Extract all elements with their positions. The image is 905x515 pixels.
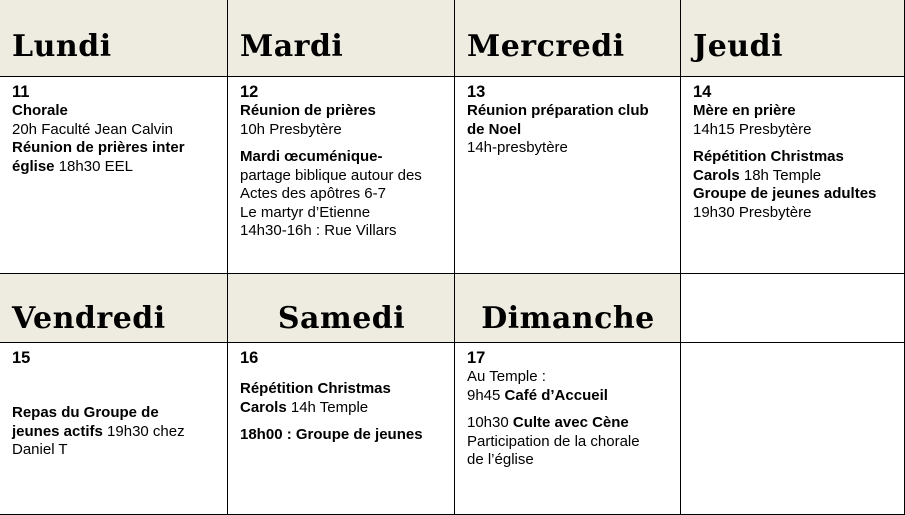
- day-cell-16: [228, 343, 455, 515]
- grid-line: [0, 76, 905, 77]
- event-detail: Actes des apôtres 6-7: [240, 185, 386, 202]
- day-header-lundi: [0, 0, 228, 76]
- empty-day-cell: [681, 343, 905, 515]
- day-cell-17: [455, 343, 681, 515]
- event-title: de Noel: [467, 120, 522, 138]
- grid-line: [680, 0, 681, 515]
- event-title: Réunion de prières inter: [12, 139, 185, 156]
- event-detail: Au Temple :: [467, 368, 546, 385]
- event-detail: 20h Faculté Jean Calvin: [12, 120, 173, 138]
- day-name: Dimanche: [481, 301, 655, 336]
- day-name: Samedi: [277, 301, 406, 336]
- day-header-mardi: [228, 0, 455, 76]
- event-line: [12, 423, 216, 442]
- date-number: 17: [467, 349, 486, 367]
- day-cell-13: [455, 77, 681, 273]
- event-detail: 14h Temple: [286, 398, 369, 416]
- event-detail: 14h30-16h : Rue Villars: [240, 222, 397, 239]
- event-detail: 10h Presbytère: [240, 120, 342, 138]
- day-header-jeudi: [681, 0, 905, 76]
- event-title: Repas du Groupe de: [12, 404, 159, 421]
- date-number: 12: [240, 83, 259, 101]
- event-detail: 9h45: [467, 386, 505, 404]
- event-title: Réunion de prières: [240, 102, 376, 119]
- event-title: église: [12, 157, 55, 175]
- event-detail: 19h30 Presbytère: [693, 203, 812, 221]
- event-title: Groupe de jeunes adultes: [693, 185, 877, 202]
- event-title: Répétition Christmas: [693, 148, 844, 165]
- event-title: Répétition Christmas: [240, 380, 391, 397]
- event-title: jeunes actifs: [12, 422, 103, 440]
- event-detail: partage biblique autour des: [240, 166, 422, 184]
- day-cell-14: [681, 77, 905, 273]
- event-detail: 19h30 chez: [102, 422, 185, 440]
- event-title: Mardi œcuménique-: [240, 148, 383, 165]
- date-number: 15: [12, 349, 31, 367]
- day-name: Mardi: [240, 29, 344, 64]
- day-cell-11: [0, 77, 228, 273]
- event-title: Réunion préparation club: [467, 102, 649, 119]
- grid-line: [454, 0, 455, 515]
- event-title: Carols: [240, 398, 287, 416]
- event-detail: 10h30: [467, 414, 513, 431]
- event-detail: Participation de la chorale: [467, 432, 640, 450]
- event-line: [467, 387, 669, 406]
- day-cell-15: [0, 343, 228, 515]
- event-detail: Le martyr d’Etienne: [240, 203, 371, 221]
- day-header-samedi: [228, 274, 455, 342]
- event-line: [12, 158, 216, 177]
- grid-line: [0, 273, 905, 274]
- day-name: Mercredi: [467, 29, 625, 64]
- date-number: 13: [467, 83, 486, 101]
- event-detail: Daniel T: [12, 441, 68, 458]
- date-number: 14: [693, 83, 712, 101]
- event-detail: 14h15 Presbytère: [693, 120, 812, 138]
- event-title: Carols: [693, 166, 740, 184]
- empty-header-cell: [681, 274, 905, 342]
- day-header-mercredi: [455, 0, 681, 76]
- event-line: [240, 399, 443, 418]
- event-detail: 18h Temple: [739, 166, 822, 184]
- event-detail: de l’église: [467, 451, 534, 468]
- event-detail: 18h30 EEL: [54, 157, 133, 175]
- day-name: Vendredi: [12, 301, 166, 336]
- event-line: [693, 167, 893, 186]
- event-line: [467, 414, 669, 433]
- event-title: Culte avec Cène: [512, 414, 629, 431]
- date-number: 11: [12, 83, 30, 101]
- day-name: Jeudi: [693, 29, 783, 64]
- day-header-vendredi: [0, 274, 228, 342]
- event-detail: 14h-presbytère: [467, 139, 568, 156]
- event-title: Mère en prière: [693, 102, 796, 119]
- event-title: Chorale: [12, 102, 68, 119]
- day-header-dimanche: [455, 274, 681, 342]
- event-title: Café d’Accueil: [504, 386, 608, 404]
- day-name: Lundi: [12, 29, 112, 64]
- grid-line: [227, 0, 228, 515]
- day-cell-12: [228, 77, 455, 273]
- date-number: 16: [240, 349, 259, 367]
- event-title: 18h00 : Groupe de jeunes: [240, 426, 423, 443]
- grid-line: [0, 342, 905, 343]
